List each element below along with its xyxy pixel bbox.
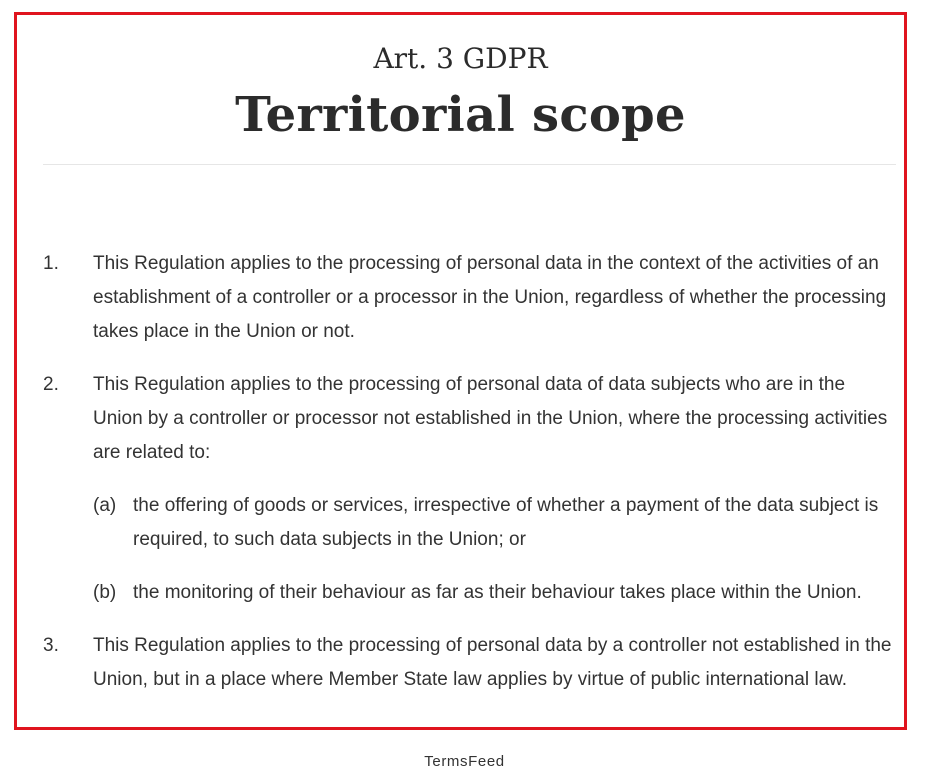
paragraph-text: This Regulation applies to the processing of personal data of data subjects who are in the Union by a controller or processor not established in the Union, where the processing activities are related to:	[93, 374, 888, 463]
footer-brand: TermsFeed	[424, 753, 505, 770]
paragraph-text: This Regulation applies to the processing of personal data in the context of the activities of an establishment of a controller or a processor in the Union, regardless of whether the processing takes place in the Union or not.	[93, 253, 887, 342]
point-b	[93, 576, 893, 610]
point-letter: (a)	[93, 495, 117, 516]
point-text: the offering of goods or services, irrespective of whether a payment of the data subject is required, to such data subjects in the Union; or	[133, 495, 879, 550]
article-title: Territorial scope	[235, 87, 686, 143]
paragraph-3	[43, 629, 893, 697]
article-body	[43, 247, 893, 697]
paragraph-2	[43, 368, 893, 470]
point-text: the monitoring of their behaviour as far as their behaviour takes place within the Union.	[133, 582, 862, 603]
article-frame	[14, 12, 907, 730]
article-number: Art. 3 GDPR	[373, 42, 548, 75]
paragraph-text: This Regulation applies to the processing of personal data by a controller not established in the Union, but in a place where Member State law applies by virtue of public international law.	[93, 635, 892, 690]
paragraph-number: 2.	[43, 374, 59, 395]
point-a	[93, 489, 893, 557]
point-letter: (b)	[93, 582, 117, 603]
paragraph-1	[43, 247, 893, 349]
paragraph-number: 1.	[43, 253, 59, 274]
paragraph-number: 3.	[43, 635, 59, 656]
title-divider	[43, 164, 896, 165]
